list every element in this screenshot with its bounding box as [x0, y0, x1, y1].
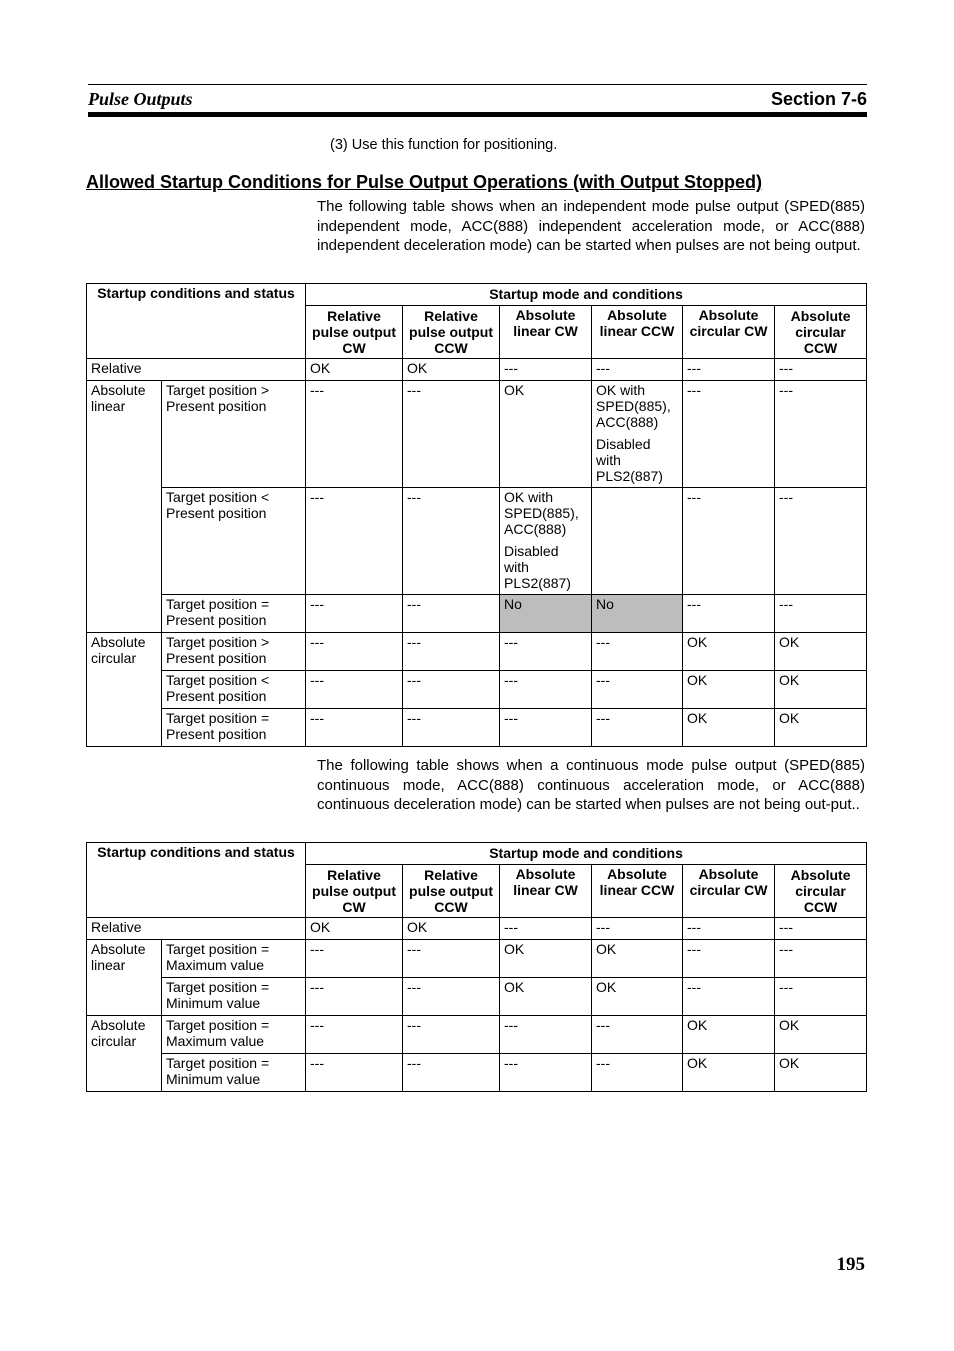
condition-cell: Target position < Present position	[162, 671, 306, 709]
cell: ---	[306, 1054, 403, 1092]
cell: OK	[592, 940, 683, 978]
cell: ---	[403, 671, 500, 709]
section-heading: Allowed Startup Conditions for Pulse Output Operations (with Output Stopped)	[86, 172, 762, 192]
col-abs-circ-ccw: Absolute circular CCW	[775, 865, 867, 918]
table-row	[87, 488, 867, 595]
cell: ---	[592, 918, 683, 940]
cell: ---	[403, 595, 500, 633]
col-startup-mode: Startup mode and conditions	[306, 843, 867, 865]
table-independent-mode	[86, 283, 867, 747]
cell: ---	[775, 918, 867, 940]
cell: ---	[500, 359, 592, 381]
table-row	[87, 633, 867, 671]
cell: ---	[403, 381, 500, 488]
cell: OK	[775, 1054, 867, 1092]
cell: ---	[500, 709, 592, 747]
row-label-relative: Relative	[87, 918, 306, 940]
cell: ---	[306, 633, 403, 671]
col-rel-cw: Relative pulse output CW	[306, 865, 403, 918]
cell: ---	[683, 595, 775, 633]
table-row	[87, 940, 867, 978]
cell: OK	[775, 1016, 867, 1054]
table-row	[87, 1054, 867, 1092]
cell: ---	[775, 488, 867, 595]
cell: ---	[403, 940, 500, 978]
paragraph-1: The following table shows when an independent mode pulse output (SPED(885) independent mode, ACC(888) independent acceleration mode, or ACC(888) independent deceleration mode) can be started when pulses are not being output.	[317, 198, 865, 254]
cell: ---	[403, 1016, 500, 1054]
cell: OK	[500, 940, 592, 978]
cell: ---	[775, 359, 867, 381]
col-abs-lin-ccw: Absolute linear CCW	[592, 306, 683, 359]
condition-cell: Target position > Present position	[162, 633, 306, 671]
condition-cell: Target position = Maximum value	[162, 940, 306, 978]
col-abs-circ-cw: Absolute circular CW	[683, 865, 775, 918]
cell: ---	[500, 1016, 592, 1054]
cell: ---	[592, 359, 683, 381]
header-title: Pulse Outputs	[88, 89, 193, 109]
cell: ---	[306, 595, 403, 633]
row-label-absolute-linear: Absolute linear	[87, 381, 162, 633]
cell	[500, 488, 592, 595]
cell: ---	[775, 978, 867, 1016]
row-label-absolute-circular: Absolute circular	[87, 1016, 162, 1092]
cell: ---	[775, 940, 867, 978]
paragraph-2: The following table shows when a continuous mode pulse output (SPED(885) continuous mode, ACC(888) continuous acceleration mode, or ACC(888) continuous deceleration mode) can be started when pulses are not being out-put..	[317, 757, 865, 813]
col-rel-ccw: Relative pulse output CCW	[403, 306, 500, 359]
condition-cell: Target position = Minimum value	[162, 1054, 306, 1092]
cell: ---	[592, 1054, 683, 1092]
condition-cell: Target position = Minimum value	[162, 978, 306, 1016]
col-abs-circ-cw: Absolute circular CW	[683, 306, 775, 359]
cell: ---	[403, 978, 500, 1016]
cell	[592, 488, 683, 595]
cell: ---	[683, 359, 775, 381]
cell: OK	[775, 671, 867, 709]
cell: OK	[592, 978, 683, 1016]
col-abs-lin-cw: Absolute linear CW	[500, 306, 592, 359]
cell-line: Disabled with PLS2(887)	[504, 543, 571, 591]
cell: ---	[592, 1016, 683, 1054]
cell: OK	[500, 381, 592, 488]
cell: ---	[500, 633, 592, 671]
cell: ---	[306, 671, 403, 709]
row-label-relative: Relative	[87, 359, 306, 381]
table-row	[87, 978, 867, 1016]
cell: ---	[500, 671, 592, 709]
cell: ---	[683, 488, 775, 595]
page-number: 195	[836, 1254, 865, 1275]
cell: OK	[775, 709, 867, 747]
condition-cell: Target position = Present position	[162, 595, 306, 633]
header-rule-thin	[88, 84, 867, 85]
header-section: Section 7-6	[770, 89, 867, 109]
col-startup-status: Startup conditions and status	[87, 284, 306, 359]
cell: ---	[683, 381, 775, 488]
cell: ---	[306, 488, 403, 595]
condition-cell: Target position = Present position	[162, 709, 306, 747]
col-rel-cw: Relative pulse output CW	[306, 306, 403, 359]
cell-line: OK with SPED(885), ACC(888)	[504, 489, 579, 537]
table-header-row	[87, 284, 867, 306]
table-row	[87, 381, 867, 488]
cell: ---	[683, 940, 775, 978]
table-row	[87, 671, 867, 709]
note-text: (3) Use this function for positioning.	[330, 137, 558, 153]
cell: ---	[403, 1054, 500, 1092]
col-abs-lin-cw: Absolute linear CW	[500, 865, 592, 918]
cell: ---	[775, 595, 867, 633]
cell: ---	[775, 381, 867, 488]
cell: ---	[592, 633, 683, 671]
cell: ---	[592, 709, 683, 747]
cell: ---	[306, 381, 403, 488]
cell: OK	[683, 1016, 775, 1054]
cell-line: Disabled with PLS2(887)	[596, 436, 663, 484]
cell: ---	[403, 709, 500, 747]
table-row	[87, 918, 867, 940]
cell-line: OK with SPED(885), ACC(888)	[596, 382, 671, 430]
cell: ---	[500, 918, 592, 940]
col-abs-lin-ccw: Absolute linear CCW	[592, 865, 683, 918]
cell: ---	[306, 1016, 403, 1054]
col-abs-circ-ccw: Absolute circular CCW	[775, 306, 867, 359]
cell: ---	[306, 978, 403, 1016]
cell: OK	[683, 709, 775, 747]
table-row	[87, 595, 867, 633]
table-continuous-mode	[86, 842, 867, 1092]
table-row	[87, 359, 867, 381]
row-label-absolute-linear: Absolute linear	[87, 940, 162, 1016]
cell: ---	[306, 940, 403, 978]
cell: ---	[592, 671, 683, 709]
cell: OK	[403, 918, 500, 940]
shaded-cell: No	[592, 595, 683, 633]
table-row	[87, 1016, 867, 1054]
condition-cell: Target position = Maximum value	[162, 1016, 306, 1054]
cell: OK	[403, 359, 500, 381]
row-label-absolute-circular: Absolute circular	[87, 633, 162, 747]
cell: OK	[683, 1054, 775, 1092]
cell: OK	[306, 359, 403, 381]
cell: ---	[403, 488, 500, 595]
col-startup-mode: Startup mode and conditions	[306, 284, 867, 306]
condition-cell: Target position < Present position	[162, 488, 306, 595]
table-row	[87, 709, 867, 747]
cell: ---	[683, 918, 775, 940]
col-rel-ccw: Relative pulse output CCW	[403, 865, 500, 918]
cell: OK	[306, 918, 403, 940]
shaded-cell: No	[500, 595, 592, 633]
cell	[592, 381, 683, 488]
cell: ---	[403, 633, 500, 671]
cell: OK	[775, 633, 867, 671]
table-header-row	[87, 843, 867, 865]
cell: OK	[500, 978, 592, 1016]
header-rule-thick	[88, 112, 867, 117]
col-startup-status: Startup conditions and status	[87, 843, 306, 918]
cell: ---	[500, 1054, 592, 1092]
cell: OK	[683, 671, 775, 709]
cell: ---	[306, 709, 403, 747]
cell: OK	[683, 633, 775, 671]
condition-cell: Target position > Present position	[162, 381, 306, 488]
cell: ---	[683, 978, 775, 1016]
